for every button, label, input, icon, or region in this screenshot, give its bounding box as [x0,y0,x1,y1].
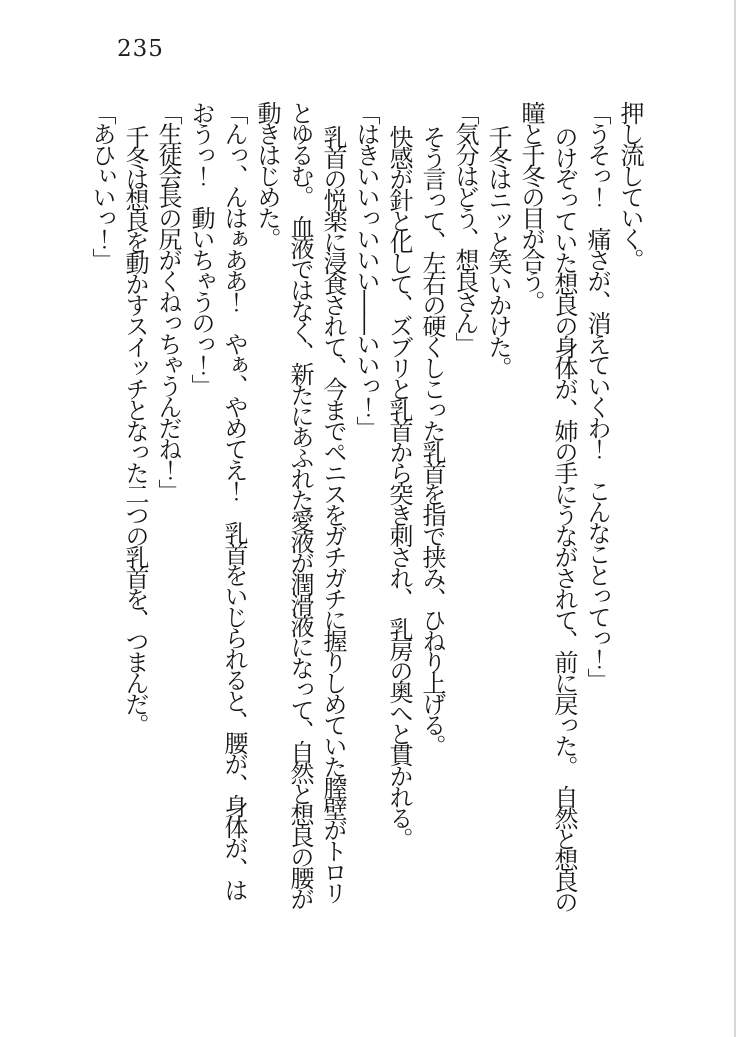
text-line: のけぞっていた想良の身体が、姉の手にうながされて、前に戻った。 自然と想良の [550,125,578,911]
page-number: 235 [117,36,164,62]
text-line: 乳首の悦楽に浸食されて、今までペニスをガチガチに握りしめていた膣壁がトロリ [319,125,347,902]
text-line: おうっ！ 動いちゃうのっ！」 [187,101,215,395]
text-line: 押し流していく。 [616,101,644,269]
text-line: 千冬はニッと笑いかけた。 [484,125,512,377]
text-line: 「あひぃいっ！」 [88,101,116,269]
text-line: 瞳と千冬の目が合う。 [517,101,545,311]
text-line: 快感が針と化して、ズブリと乳首から突き刺され、 乳房の奥へと貫かれる。 [385,125,413,848]
text-line: 「はきいいっいいい――いいっ！」 [352,101,380,437]
text-block [85,101,646,943]
text-line: 千冬は想良を動かすスイッチとなった二つの乳首を、つまんだ。 [121,125,149,734]
text-line: 「生徒会長の尻がくねっちゃうんだね！」 [154,101,182,500]
text-line: 「うそっ！ 痛さが、消えていくわ！ こんなことってっ！」 [583,101,611,689]
text-line: 動きはじめた。 [253,101,281,248]
text-line: 「んっ、んはぁああ！ やぁ、やめてえ！ 乳首をいじられると、腰が、身体が、は [220,101,248,899]
text-line: とゆるむ。 血液ではなく、新たにあふれた愛液が潤滑液になって、自然と想良の腰が [286,101,314,908]
text-line: 「気分はどう、想良さん」 [451,101,479,353]
text-line: そう言って、左右の硬くしこった乳首を指で挟み、ひねり上げる。 [418,125,446,755]
